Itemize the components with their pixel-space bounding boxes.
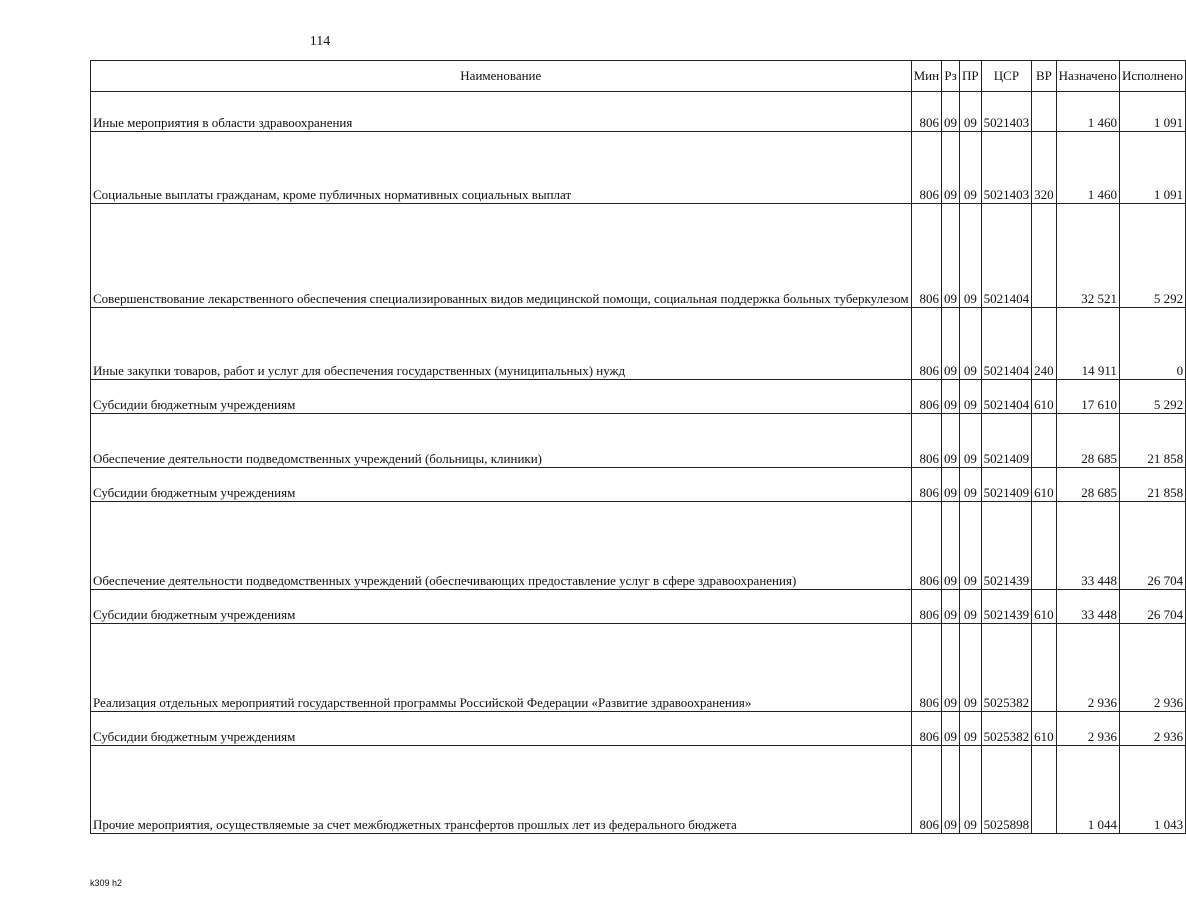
cell-min: 806 bbox=[911, 624, 941, 712]
cell-csr: 5021403 bbox=[981, 92, 1032, 132]
cell-csr: 5021409 bbox=[981, 414, 1032, 468]
cell-assigned: 28 685 bbox=[1056, 468, 1119, 502]
header-rz: Рз bbox=[942, 61, 960, 92]
budget-table bbox=[90, 60, 1186, 834]
cell-pr: 09 bbox=[960, 380, 982, 414]
cell-vr bbox=[1032, 92, 1057, 132]
cell-vr bbox=[1032, 624, 1057, 712]
header-executed: Исполнено bbox=[1119, 61, 1185, 92]
cell-executed: 5 292 bbox=[1119, 380, 1185, 414]
cell-name: Реализация отдельных мероприятий государственной программы Российской Федерации «Развитие здравоохранения» bbox=[91, 624, 912, 712]
cell-rz: 09 bbox=[942, 204, 960, 308]
cell-rz: 09 bbox=[942, 132, 960, 204]
cell-pr: 09 bbox=[960, 746, 982, 834]
cell-name: Иные мероприятия в области здравоохранения bbox=[91, 92, 912, 132]
cell-assigned: 2 936 bbox=[1056, 712, 1119, 746]
cell-name: Прочие мероприятия, осуществляемые за счет межбюджетных трансфертов прошлых лет из федерального бюджета bbox=[91, 746, 912, 834]
table-header-row bbox=[91, 61, 1186, 92]
cell-assigned: 14 911 bbox=[1056, 308, 1119, 380]
cell-name: Субсидии бюджетным учреждениям bbox=[91, 712, 912, 746]
cell-executed: 21 858 bbox=[1119, 414, 1185, 468]
cell-vr: 610 bbox=[1032, 712, 1057, 746]
table-row bbox=[91, 746, 1186, 834]
cell-executed: 26 704 bbox=[1119, 502, 1185, 590]
cell-min: 806 bbox=[911, 132, 941, 204]
cell-assigned: 2 936 bbox=[1056, 624, 1119, 712]
cell-rz: 09 bbox=[942, 590, 960, 624]
cell-name: Иные закупки товаров, работ и услуг для обеспечения государственных (муниципальных) нужд bbox=[91, 308, 912, 380]
table-body bbox=[91, 92, 1186, 834]
cell-name: Субсидии бюджетным учреждениям bbox=[91, 468, 912, 502]
cell-csr: 5021439 bbox=[981, 590, 1032, 624]
cell-csr: 5021404 bbox=[981, 380, 1032, 414]
cell-assigned: 1 460 bbox=[1056, 132, 1119, 204]
cell-rz: 09 bbox=[942, 624, 960, 712]
cell-assigned: 1 044 bbox=[1056, 746, 1119, 834]
cell-rz: 09 bbox=[942, 746, 960, 834]
cell-rz: 09 bbox=[942, 468, 960, 502]
cell-min: 806 bbox=[911, 204, 941, 308]
cell-assigned: 33 448 bbox=[1056, 590, 1119, 624]
cell-executed: 21 858 bbox=[1119, 468, 1185, 502]
cell-vr: 610 bbox=[1032, 590, 1057, 624]
cell-min: 806 bbox=[911, 92, 941, 132]
cell-csr: 5021403 bbox=[981, 132, 1032, 204]
cell-csr: 5021409 bbox=[981, 468, 1032, 502]
cell-executed: 5 292 bbox=[1119, 204, 1185, 308]
cell-name: Субсидии бюджетным учреждениям bbox=[91, 380, 912, 414]
header-min: Мин bbox=[911, 61, 941, 92]
cell-csr: 5021404 bbox=[981, 308, 1032, 380]
header-assigned: Назначено bbox=[1056, 61, 1119, 92]
cell-rz: 09 bbox=[942, 380, 960, 414]
cell-pr: 09 bbox=[960, 204, 982, 308]
cell-vr bbox=[1032, 414, 1057, 468]
footer-code: k309 h2 bbox=[90, 878, 123, 888]
cell-vr: 610 bbox=[1032, 468, 1057, 502]
cell-assigned: 33 448 bbox=[1056, 502, 1119, 590]
cell-pr: 09 bbox=[960, 92, 982, 132]
table-row bbox=[91, 624, 1186, 712]
cell-vr: 610 bbox=[1032, 380, 1057, 414]
cell-min: 806 bbox=[911, 712, 941, 746]
table-row bbox=[91, 468, 1186, 502]
cell-assigned: 1 460 bbox=[1056, 92, 1119, 132]
cell-min: 806 bbox=[911, 414, 941, 468]
cell-pr: 09 bbox=[960, 624, 982, 712]
cell-executed: 26 704 bbox=[1119, 590, 1185, 624]
cell-rz: 09 bbox=[942, 308, 960, 380]
cell-rz: 09 bbox=[942, 502, 960, 590]
table-row bbox=[91, 414, 1186, 468]
cell-name: Обеспечение деятельности подведомственных учреждений (обеспечивающих предоставление услуг в сфере здравоохранения) bbox=[91, 502, 912, 590]
cell-name: Социальные выплаты гражданам, кроме публичных нормативных социальных выплат bbox=[91, 132, 912, 204]
cell-min: 806 bbox=[911, 468, 941, 502]
table-row bbox=[91, 92, 1186, 132]
cell-vr bbox=[1032, 746, 1057, 834]
cell-executed: 2 936 bbox=[1119, 712, 1185, 746]
cell-name: Обеспечение деятельности подведомственных учреждений (больницы, клиники) bbox=[91, 414, 912, 468]
cell-pr: 09 bbox=[960, 502, 982, 590]
cell-min: 806 bbox=[911, 590, 941, 624]
cell-min: 806 bbox=[911, 308, 941, 380]
cell-assigned: 17 610 bbox=[1056, 380, 1119, 414]
cell-csr: 5025382 bbox=[981, 624, 1032, 712]
table-row bbox=[91, 380, 1186, 414]
cell-csr: 5025898 bbox=[981, 746, 1032, 834]
cell-executed: 1 091 bbox=[1119, 132, 1185, 204]
cell-name: Субсидии бюджетным учреждениям bbox=[91, 590, 912, 624]
cell-vr bbox=[1032, 204, 1057, 308]
cell-vr: 320 bbox=[1032, 132, 1057, 204]
cell-min: 806 bbox=[911, 502, 941, 590]
cell-executed: 1 091 bbox=[1119, 92, 1185, 132]
table-row bbox=[91, 502, 1186, 590]
header-name: Наименование bbox=[91, 61, 912, 92]
table-row bbox=[91, 204, 1186, 308]
cell-pr: 09 bbox=[960, 414, 982, 468]
cell-rz: 09 bbox=[942, 712, 960, 746]
cell-pr: 09 bbox=[960, 308, 982, 380]
cell-csr: 5025382 bbox=[981, 712, 1032, 746]
cell-min: 806 bbox=[911, 746, 941, 834]
cell-pr: 09 bbox=[960, 712, 982, 746]
cell-name: Совершенствование лекарственного обеспечения специализированных видов медицинской помощи, социальная поддержка больных туберкулезом bbox=[91, 204, 912, 308]
cell-min: 806 bbox=[911, 380, 941, 414]
cell-csr: 5021439 bbox=[981, 502, 1032, 590]
table-row bbox=[91, 590, 1186, 624]
table-row bbox=[91, 308, 1186, 380]
table-row bbox=[91, 712, 1186, 746]
header-csr: ЦСР bbox=[981, 61, 1032, 92]
cell-pr: 09 bbox=[960, 468, 982, 502]
cell-csr: 5021404 bbox=[981, 204, 1032, 308]
cell-executed: 1 043 bbox=[1119, 746, 1185, 834]
cell-vr: 240 bbox=[1032, 308, 1057, 380]
header-pr: ПР bbox=[960, 61, 982, 92]
table-row bbox=[91, 132, 1186, 204]
cell-assigned: 32 521 bbox=[1056, 204, 1119, 308]
page-number: 114 bbox=[309, 34, 331, 49]
cell-assigned: 28 685 bbox=[1056, 414, 1119, 468]
cell-vr bbox=[1032, 502, 1057, 590]
cell-executed: 0 bbox=[1119, 308, 1185, 380]
cell-rz: 09 bbox=[942, 92, 960, 132]
cell-executed: 2 936 bbox=[1119, 624, 1185, 712]
cell-rz: 09 bbox=[942, 414, 960, 468]
cell-pr: 09 bbox=[960, 132, 982, 204]
header-vr: ВР bbox=[1032, 61, 1057, 92]
cell-pr: 09 bbox=[960, 590, 982, 624]
